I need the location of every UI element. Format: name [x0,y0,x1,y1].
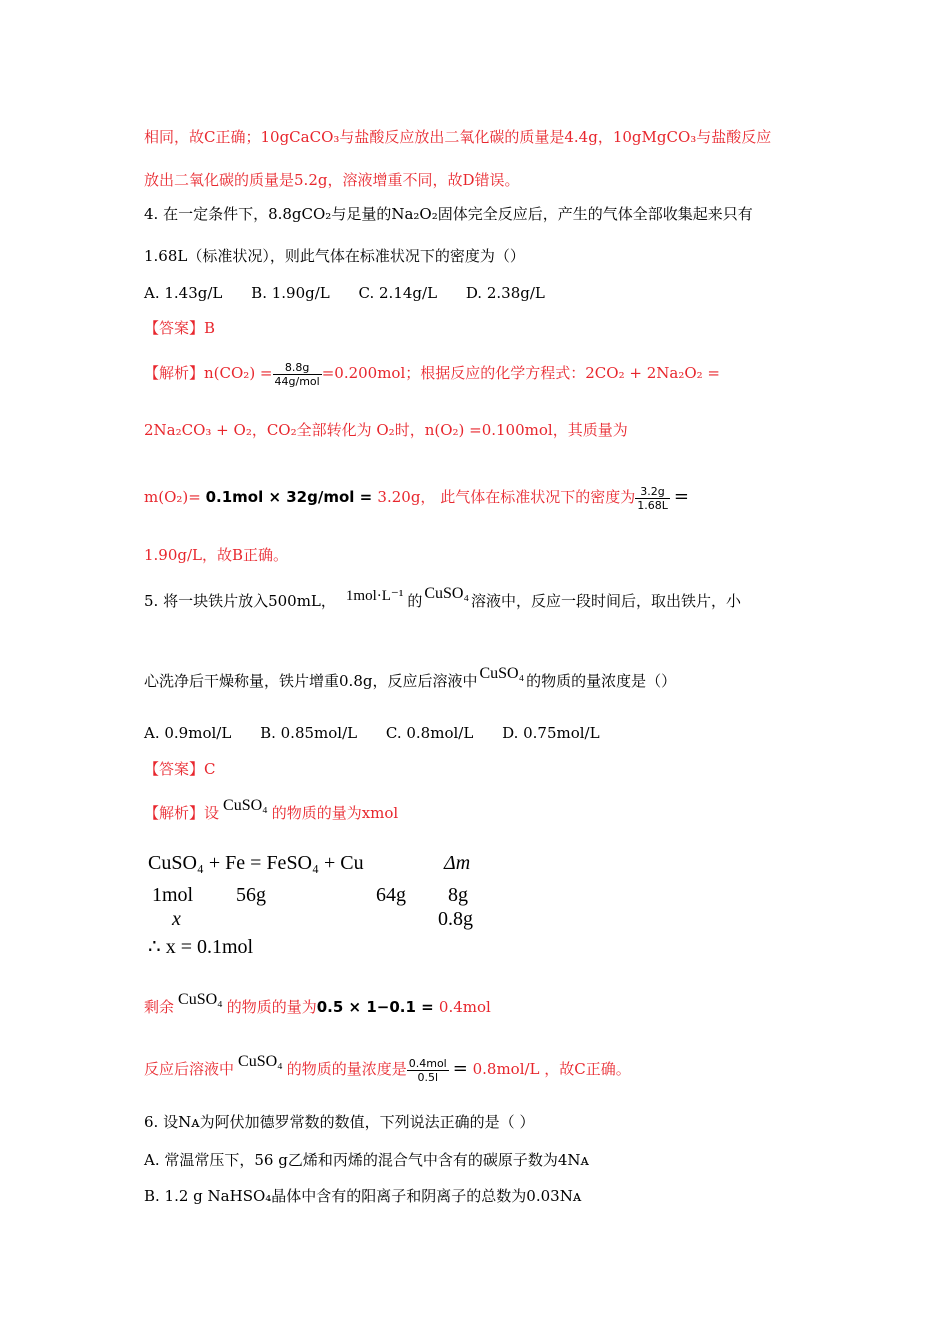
fraction-numerator: 8.8g [273,361,322,375]
analysis-continuation-line-1: 相同，故C正确；10gCaCO₃与盐酸反应放出二氧化碳的质量是4.4g，10gMgCO₃与盐酸反应 [144,128,772,146]
q4-option-a: A. 1.43g/L [144,284,223,302]
equation-mol: 1mol [152,884,194,906]
q5-stem2-end: 的物质的量浓度是（） [526,672,677,690]
q5-analysis-text: 的物质的量为xmol [271,804,399,822]
q5-stem-end: 溶液中，反应一段时间后，取出铁片，小 [471,592,742,610]
analysis-continuation-line-2: 放出二氧化碳的质量是5.2g，溶液增重不同，故D错误。 [144,171,520,189]
equation-cu-mass: 64g [376,884,406,906]
equation-x: x [172,908,181,930]
q5-stem-line-2 [144,665,677,695]
q5-option-b: B. 0.85mol/L [260,724,358,742]
q4-option-c: C. 2.14g/L [358,284,438,302]
equation-increase: 0.8g [438,908,473,930]
q4-stem-line-2: 1.68L（标准状况），则此气体在标准状况下的密度为（） [144,247,525,265]
q5-stem-start: 5. 将一块铁片放入500mL， [144,592,336,610]
q4-analysis-line-2: 2Na₂CO₃ + O₂，CO₂全部转化为 O₂时，n(O₂) =0.100mol，其质量为 [144,421,628,439]
q6-option-b: B. 1.2 g NaHSO₄晶体中含有的阳离子和阴离子的总数为0.03Nᴀ [144,1187,582,1205]
equals-sign: = [673,486,689,507]
q5-remaining-text: 的物质的量为 [226,998,317,1016]
q6-option-a: A. 常温常压下，56 g乙烯和丙烯的混合气中含有的碳原子数为4Nᴀ [144,1151,589,1169]
q4-fraction-density [635,485,670,512]
q4-analysis-n-co2: n(CO₂) = [204,364,273,382]
q5-remaining-label: 剩余 [144,998,175,1016]
q5-concentration-result: 0.8mol/L ，故C正确。 [467,1060,631,1078]
q5-concentration: 1mol·L⁻¹ [345,588,404,604]
q5-stem-de: 的 [407,592,423,610]
q5-cuso4-formula: CuSO₄ [479,665,525,682]
q5-reaction-equation [148,852,508,962]
fraction-numerator: 0.4mol [408,1056,447,1070]
q5-cuso4-formula: CuSO₄ [178,991,223,1008]
fraction-numerator: 3.2g [635,485,670,499]
q5-concentration-text: 的物质的量浓度是 [286,1060,407,1078]
q4-mass-label: m(O₂)= [144,488,206,506]
q5-remaining-result: 0.4mol [438,998,491,1016]
q4-mass-calculation: 0.1mol × 32g/mol = [205,488,378,506]
equation-result: ∴ x = 0.1mol [148,936,254,958]
q5-option-d: D. 0.75mol/L [502,724,600,742]
q5-cuso4-formula: CuSO₄ [223,797,268,814]
q6-stem: 6. 设Nᴀ为阿伏加德罗常数的数值，下列说法正确的是（ ） [144,1113,535,1131]
q5-analysis-line-1 [144,797,399,827]
q4-analysis-label: 【解析】 [144,364,205,382]
q4-analysis-line-4: 1.90g/L，故B正确。 [144,546,289,564]
equation-delta-mass: 8g [448,884,468,906]
equals-sign: = [452,1058,468,1079]
q5-concentration-line [144,1052,631,1087]
q5-cuso4-formula: CuSO₄ [238,1053,283,1070]
q4-options [144,283,569,303]
q4-fraction-co2 [273,361,322,388]
q5-analysis-label: 【解析】设 [144,804,220,822]
q4-analysis-line-3 [144,482,689,512]
q5-remaining-calculation: 0.5 × 1−0.1 = [316,998,439,1016]
q4-stem-line-1: 4. 在一定条件下，8.8gCO₂与足量的Na₂O₂固体完全反应后，产生的气体全部收集起来只有 [144,205,753,223]
equation-reaction: CuSO₄ + Fe = FeSO₄ + Cu [148,852,364,874]
q5-concentration-label: 反应后溶液中 [144,1060,235,1078]
equation-delta-m: Δm [444,852,471,874]
q4-mass-result: 3.20g， 此气体在标准状况下的密度为 [377,488,636,506]
q4-option-d: D. 2.38g/L [465,284,545,302]
q5-option-a: A. 0.9mol/L [144,724,232,742]
q5-stem2-start: 心洗净后干燥称量，铁片增重0.8g，反应后溶液中 [144,672,478,690]
fraction-denominator: 0.5l [417,1070,439,1084]
q5-cuso4-formula: CuSO₄ [424,585,470,602]
q5-stem-line-1 [144,585,742,615]
q4-answer: 【答案】B [144,319,216,337]
q5-remaining-line [144,992,491,1023]
q4-analysis-equation: =0.200mol；根据反应的化学方程式：2CO₂ + 2Na₂O₂ = [321,364,720,382]
fraction-denominator: 44g/mol [274,374,320,388]
equation-fe-mass: 56g [236,884,266,906]
q4-analysis-line-1 [144,358,720,388]
q5-fraction-concentration [407,1057,449,1084]
q5-option-c: C. 0.8mol/L [385,724,474,742]
fraction-denominator: 1.68L [637,498,668,512]
q5-answer: 【答案】C [144,760,216,778]
q5-options [144,723,624,743]
q4-option-b: B. 1.90g/L [251,284,330,302]
